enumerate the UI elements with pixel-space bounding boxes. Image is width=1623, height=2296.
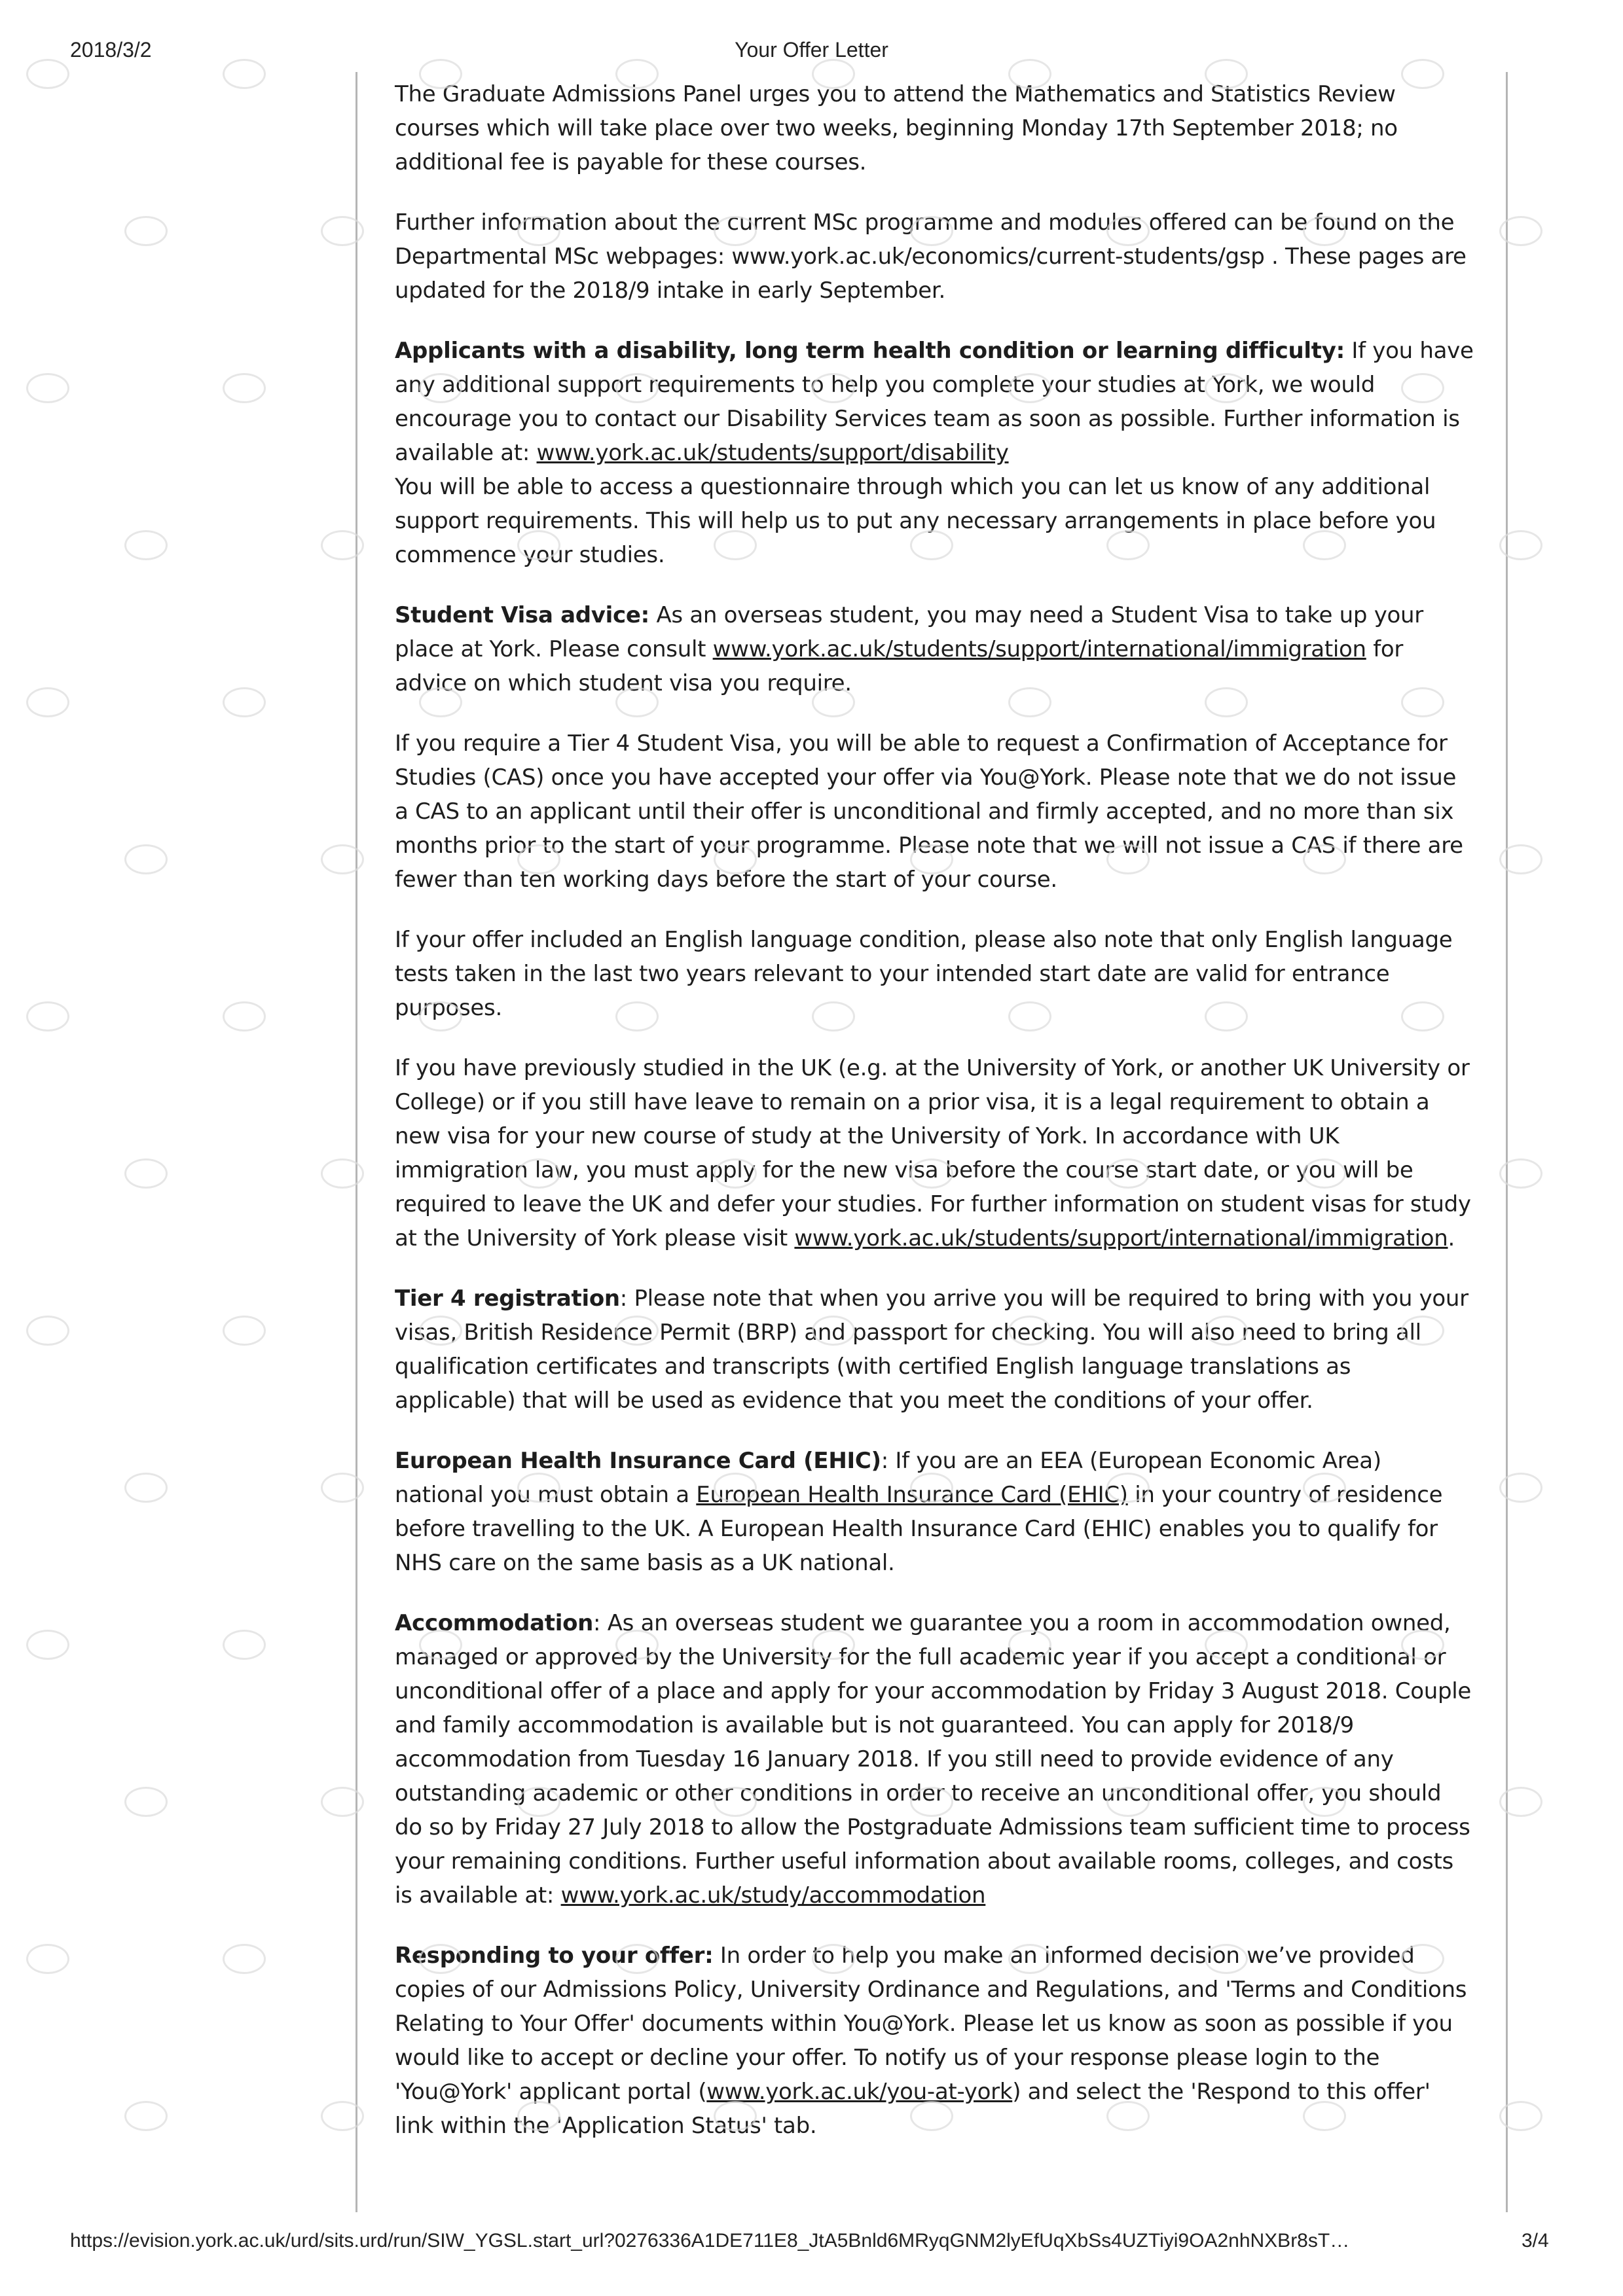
watermark-stamp-icon: [26, 1630, 69, 1660]
watermark-stamp-icon: [124, 1158, 168, 1189]
watermark-stamp-icon: [124, 844, 168, 874]
watermark-stamp-icon: [223, 1001, 266, 1031]
watermark-stamp-icon: [223, 687, 266, 717]
tier4-registration-heading: Tier 4 registration: [395, 1285, 620, 1312]
watermark-stamp-icon: [223, 1630, 266, 1660]
watermark-stamp-icon: [124, 216, 168, 246]
watermark-stamp-icon: [26, 373, 69, 403]
english-condition-paragraph: If your offer included an English language condition, please also note that only English language tests taken in the last two years relevant to your intended start date are valid for entrance purposes.: [395, 927, 1453, 1021]
tier4-cas-paragraph: If you require a Tier 4 Student Visa, you will be able to request a Confirmation of Acceptance for Studies (CAS) once you have accepted your offer via You@York. Please note that we do not issue a CAS to an applicant until their offer is unconditional and firmly accepted, and no more than six months prior to the start of your programme. Please note that we will not issue a CAS if there are fewer than ten working days before the start of your course.: [395, 730, 1463, 893]
watermark-stamp-icon: [321, 216, 364, 246]
watermark-stamp-icon: [26, 687, 69, 717]
print-date: 2018/3/2: [70, 38, 152, 62]
watermark-stamp-icon: [321, 1158, 364, 1189]
watermark-stamp-icon: [321, 844, 364, 874]
page-number: 3/4: [1522, 2230, 1549, 2251]
watermark-stamp-icon: [124, 2101, 168, 2131]
page-title: Your Offer Letter: [735, 38, 888, 62]
watermark-stamp-icon: [223, 1316, 266, 1346]
responding-heading: Responding to your offer:: [395, 1943, 714, 1969]
ehic-paragraph: [395, 1444, 1475, 1580]
ehic-text: : If you are an EEA (European Economic Area) national you must obtain a: [395, 1448, 1381, 1508]
you-at-york-link[interactable]: www.york.ac.uk/you-at-york: [706, 2079, 1013, 2105]
ehic-text-after: in your country of residence before travelling to the UK. A European Health Insurance Card (EHIC) enables you to qualify for NHS care on the same basis as a UK national.: [395, 1482, 1443, 1576]
accommodation-heading: Accommodation: [395, 1610, 594, 1636]
watermark-stamp-icon: [26, 1316, 69, 1346]
ehic-link[interactable]: European Health Insurance Card (EHIC): [696, 1482, 1128, 1508]
review-courses-paragraph: The Graduate Admissions Panel urges you to attend the Mathematics and Statistics Review courses which will take place over two weeks, beginning Monday 17th September 2018; no additional fee is payable for these courses.: [395, 81, 1398, 175]
msc-info-paragraph: Further information about the current MSc programme and modules offered can be found on the Departmental MSc webpages: www.york.ac.uk/economics/current-students/gsp . These pages are updated for the 2018/9 intake in early September.: [395, 209, 1467, 304]
disability-heading: Applicants with a disability, long term health condition or learning difficulty:: [395, 338, 1345, 364]
page-url: https://evision.york.ac.uk/urd/sits.urd/run/SIW_YGSL.start_url?0276336A1DE711E8_JtA5Bnld6MRyqGNM2lyEfUqXbSs4UZTiyi9OA2nhNXBr8sT…: [70, 2230, 1350, 2251]
responding-text: In order to help you make an informed decision we’ve provided copies of our Admissions Policy, University Ordinance and Regulations, and 'Terms and Conditions Relating to Your Offer' documents within You@York. Please let us know as soon as possible if you would like to accept or decline your offer. To notify us of your response please login to the 'You@York' applicant portal (: [395, 1943, 1467, 2105]
watermark-stamp-icon: [321, 1787, 364, 1817]
letter-body: [395, 77, 1475, 2169]
watermark-stamp-icon: [321, 1473, 364, 1503]
visa-paragraph: [395, 598, 1475, 700]
disability-text: If you have any additional support requirements to help you complete your studies at York, we would encourage you to contact our Disability Services team as soon as possible. Further information is available at:: [395, 338, 1474, 466]
immigration-link-2[interactable]: www.york.ac.uk/students/support/international/immigration: [794, 1225, 1448, 1251]
accommodation-text: : As an overseas student we guarantee you a room in accommodation owned, managed or approved by the University for the full academic year if you accept a conditional or unconditional offer of a place and apply for your accommodation by Friday 3 August 2018. Couple and family accommodation is available but is not guaranteed. You can apply for 2018/9 accommodation from Tuesday 16 January 2018. If you still need to provide evidence of any outstanding academic or other conditions in order to receive an unconditional offer, you should do so by Friday 27 July 2018 to allow the Postgraduate Admissions team sufficient time to process your remaining conditions. Further useful information about available rooms, colleges, and costs is available at:: [395, 1610, 1471, 1909]
watermark-stamp-icon: [124, 1787, 168, 1817]
print-header: [0, 38, 1623, 64]
watermark-stamp-icon: [124, 530, 168, 560]
accommodation-link[interactable]: www.york.ac.uk/study/accommodation: [560, 1882, 986, 1909]
responding-text-after: ) and select the 'Respond to this offer' link within the 'Application Status' tab.: [395, 2079, 1431, 2139]
watermark-stamp-icon: [223, 373, 266, 403]
uk-study-text-after: .: [1448, 1225, 1455, 1251]
disability-link[interactable]: www.york.ac.uk/students/support/disability: [536, 440, 1009, 466]
visa-heading: Student Visa advice:: [395, 602, 649, 628]
left-border-line: [356, 72, 357, 2212]
visa-text: As an overseas student, you may need a Student Visa to take up your place at York. Please consult: [395, 602, 1423, 662]
uk-study-text: If you have previously studied in the UK (e.g. at the University of York, or another UK University or College) or if you still have leave to remain on a prior visa, it is a legal requirement to obtain a new visa for your new course of study at the University of York. In accordance with UK immigration law, you must apply for the new visa before the course start date, or you will be required to leave the UK and defer your studies. For further information on student visas for study at the University of York please visit: [395, 1055, 1471, 1251]
visa-text-after: for advice on which student visa you require.: [395, 636, 1404, 696]
ehic-heading: European Health Insurance Card (EHIC): [395, 1448, 881, 1474]
watermark-stamp-icon: [321, 2101, 364, 2131]
print-footer: [0, 2230, 1623, 2256]
accommodation-paragraph: [395, 1606, 1475, 1912]
responding-paragraph: [395, 1939, 1475, 2143]
watermark-stamp-icon: [26, 1001, 69, 1031]
watermark-stamp-icon: [26, 1944, 69, 1974]
watermark-stamp-icon: [223, 1944, 266, 1974]
questionnaire-text: You will be able to access a questionnaire through which you can let us know of any additional support requirements. This will help us to put any necessary arrangements in place before you commence your studies.: [395, 474, 1436, 568]
disability-paragraph: [395, 334, 1475, 572]
uk-previous-study-paragraph: [395, 1051, 1475, 1255]
immigration-link[interactable]: www.york.ac.uk/students/support/international/immigration: [712, 636, 1366, 662]
right-border-line: [1506, 72, 1508, 2212]
watermark-stamp-icon: [321, 530, 364, 560]
tier4-registration-text: : Please note that when you arrive you will be required to bring with you your visas, British Residence Permit (BRP) and passport for checking. You will also need to bring all qualification certificates and transcripts (with certified English language translations as applicable) that will be used as evidence that you meet the conditions of your offer.: [395, 1285, 1468, 1414]
watermark-stamp-icon: [124, 1473, 168, 1503]
tier4-registration-paragraph: [395, 1282, 1475, 1418]
